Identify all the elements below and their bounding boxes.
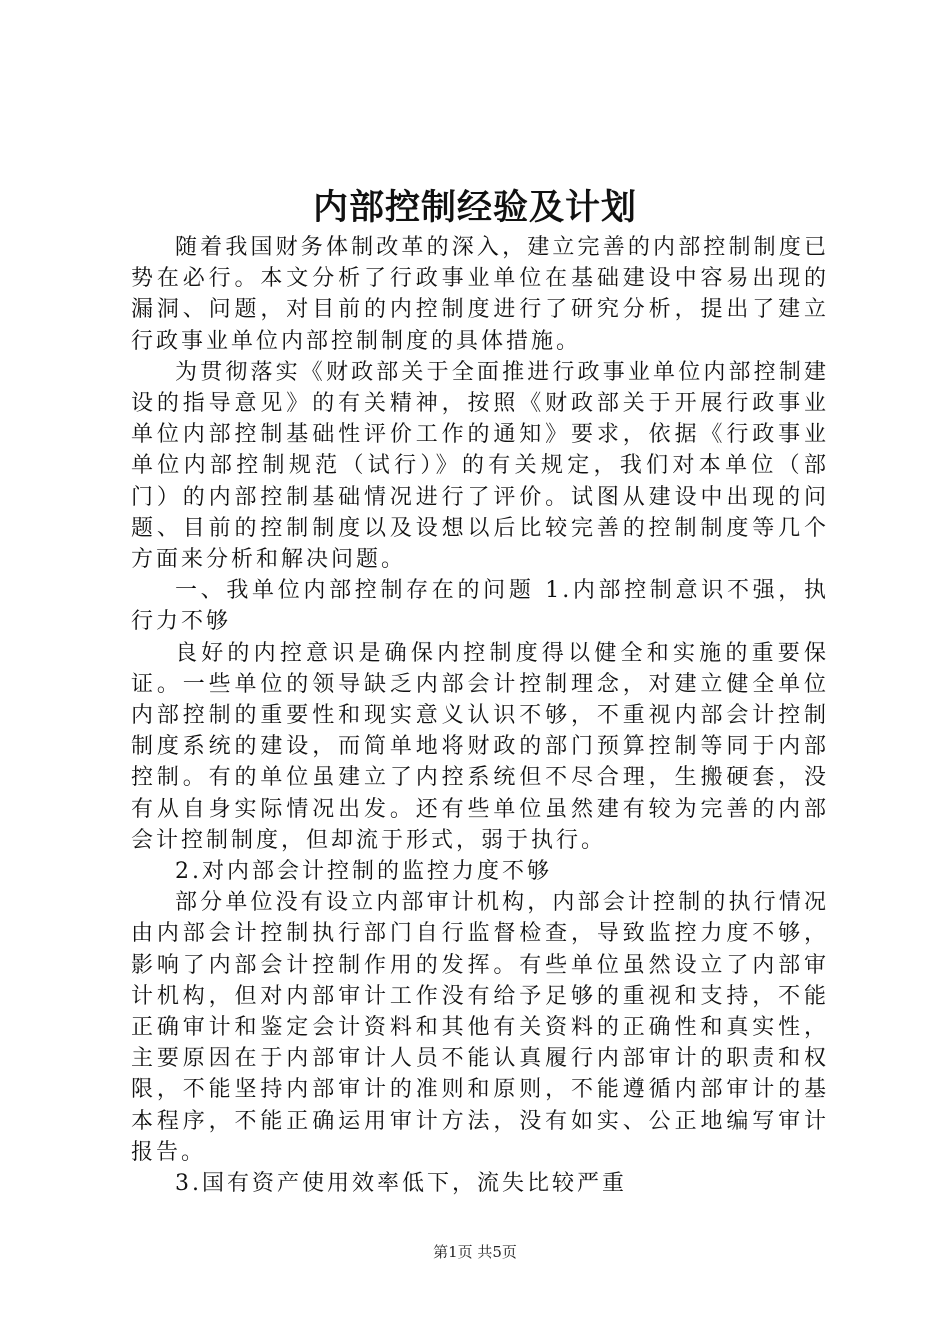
paragraph-background: 为贯彻落实《财政部关于全面推进行政事业单位内部控制建设的指导意见》的有关精神，按照《财政部关于开展行政事业单位内部控制基础性评价工作的通知》要求，依据《行政事业单位内部控制规范（试行）》的有关规定，我们对本单位（部门）的内部控制基础情况进行了评价。试图从建设中出现的问题、目前的控制制度以及设想以后比较完善的控制制度等几个方面来分析和解决问题。: [131, 359, 829, 573]
document-body: [131, 232, 829, 1199]
subheading-monitoring: 2.对内部会计控制的监控力度不够: [175, 859, 552, 885]
page-footer: 第1页 共5页: [433, 1243, 517, 1261]
paragraph-awareness: 良好的内控意识是确保内控制度得以健全和实施的重要保证。一些单位的领导缺乏内部会计控制理念，对建立健全单位内部控制的重要性和现实意义认识不够，不重视内部会计控制制度系统的建设，而简单地将财政的部门预算控制等同于内部控制。有的单位虽建立了内控系统但不尽合理，生搬硬套，没有从自身实际情况出发。还有些单位虽然建有较为完善的内部会计控制制度，但却流于形式，弱于执行。: [131, 640, 829, 853]
subheading-assets: 3.国有资产使用效率低下，流失比较严重: [175, 1171, 627, 1197]
paragraph-monitoring: 部分单位没有设立内部审计机构，内部会计控制的执行情况由内部会计控制执行部门自行监督检查，导致监控力度不够，影响了内部会计控制作用的发挥。有些单位虽然设立了内部审计机构，但对内部审计工作没有给予足够的重视和支持，不能正确审计和鉴定会计资料和其他有关资料的正确性和真实性，主要原因在于内部审计人员不能认真履行内部审计的职责和权限，不能坚持内部审计的准则和原则，不能遵循内部审计的基本程序，不能正确运用审计方法，没有如实、公正地编写审计报告。: [131, 890, 829, 1165]
section-heading-problems: 一、我单位内部控制存在的问题 1.内部控制意识不强，执行力不够: [131, 578, 829, 635]
document-title: 内部控制经验及计划: [312, 187, 637, 228]
paragraph-intro: 随着我国财务体制改革的深入，建立完善的内部控制制度已势在必行。本文分析了行政事业单位在基础建设中容易出现的漏洞、问题，对目前的内控制度进行了研究分析，提出了建立行政事业单位内部控制制度的具体措施。: [131, 235, 829, 354]
